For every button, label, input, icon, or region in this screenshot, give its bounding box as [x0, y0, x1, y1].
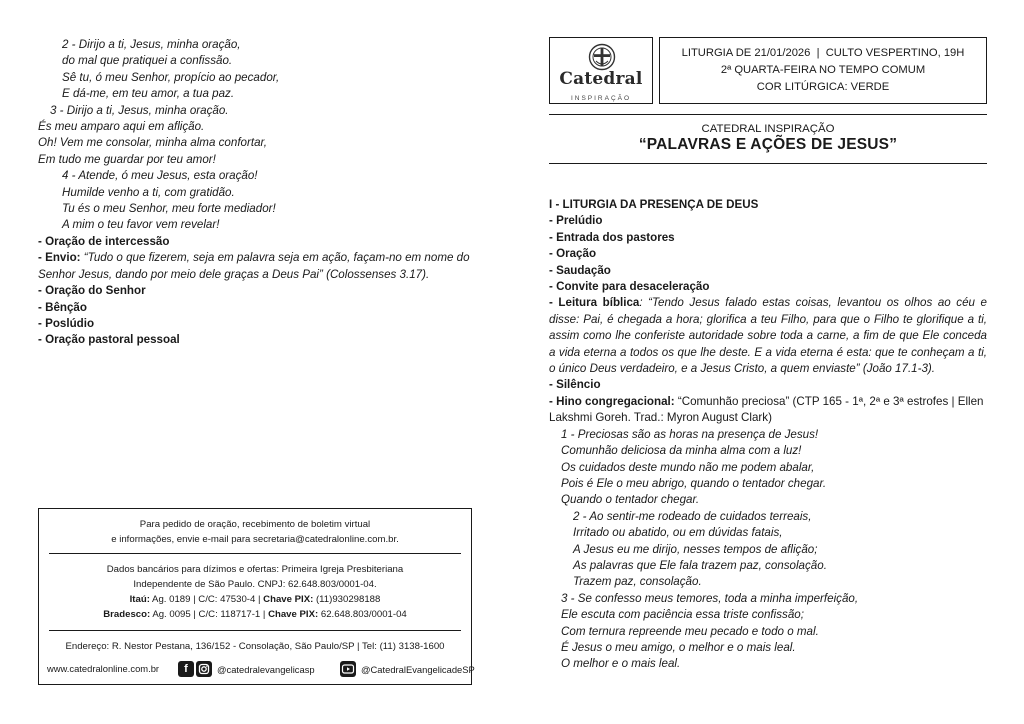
hymn-item: [549, 394, 987, 427]
lyric-line: O melhor e o mais leal.: [561, 657, 681, 671]
silence-item: - Silêncio: [549, 378, 601, 392]
lyric-line: 4 - Atende, ó meu Jesus, esta oração!: [62, 169, 258, 183]
divider: [549, 163, 987, 164]
lyric-line: Humilde venho a ti, com gratidão.: [62, 185, 235, 199]
prayer-item: - Oração: [549, 247, 597, 261]
lords-prayer-item: - Oração do Senhor: [38, 284, 146, 298]
greeting-item: - Saudação: [549, 263, 611, 277]
liturgy-date-line: LITURGIA DE 21/01/2026 | CULTO VESPERTINO, 19H: [681, 47, 965, 59]
hymn-label: - Hino congregacional:: [549, 394, 675, 408]
hymn-info: “Comunhão preciosa” (CTP 165 - 1ª, 2ª e 3ª estrofes | Ellen Lakshmi Goreh. Trad.: Myron August Clark): [549, 394, 984, 425]
lyric-line: Com ternura repreende meu pecado e todo o mal.: [561, 624, 819, 638]
lyric-line: 3 - Se confesso meus temores, toda a minha imperfeição,: [561, 591, 859, 605]
divider: [49, 630, 461, 631]
lyric-line: Em tudo me guardar por teu amor!: [38, 152, 216, 166]
bulletin-header: [549, 37, 987, 104]
prayer-request-info: [49, 517, 461, 547]
youtube-handle: @CatedralEvangelicadeSP: [361, 663, 475, 675]
liturgy-info-box: [659, 37, 987, 104]
left-page-content: [38, 37, 478, 349]
lyric-line: Comunhão deliciosa da minha alma com a luz!: [561, 444, 802, 458]
lyric-line: Tu és o meu Senhor, meu forte mediador!: [62, 202, 276, 216]
instagram-icon[interactable]: [196, 661, 212, 677]
church-logo: [549, 37, 653, 104]
info-box: [38, 508, 475, 685]
logo-name: Catedral: [559, 69, 643, 89]
divider: [549, 114, 987, 115]
liturgy-color-line: COR LITÚRGICA: VERDE: [756, 81, 890, 93]
hymn-lyrics: [549, 427, 987, 673]
lyric-line: do mal que pratiquei a confissão.: [62, 54, 233, 68]
youtube-icon[interactable]: [340, 661, 356, 677]
contact-footer: [47, 661, 475, 679]
church-name: CATEDRAL INSPIRAÇÃO: [701, 123, 835, 135]
bible-reading-item: [549, 295, 987, 377]
lyric-line: As palavras que Ele fala trazem paz, consolação.: [573, 558, 827, 572]
prelude-item: - Prelúdio: [549, 214, 603, 228]
lyric-line: Trazem paz, consolação.: [573, 575, 702, 589]
logo-subtitle: INSPIRAÇÃO: [570, 95, 632, 102]
social-handle: @catedralevangelicasp: [217, 663, 315, 675]
lyric-line: A Jesus eu me dirijo, nesses tempos de aflição;: [573, 542, 818, 556]
lyric-line: Ele escuta com paciência essa triste confissão;: [561, 608, 804, 622]
lyric-line: Irritado ou abatido, ou em dúvidas fatais,: [573, 526, 783, 540]
section-title: I - LITURGIA DA PRESENÇA DE DEUS: [549, 198, 759, 211]
lyric-line: Oh! Vem me consolar, minha alma confortar,: [38, 136, 267, 150]
envio-item: [38, 250, 478, 283]
bank-line-1: Dados bancários para dízimos e ofertas: Primeira Igreja Presbiteriana: [106, 564, 404, 575]
cross-emblem-icon: [588, 43, 616, 71]
lyric-line: É Jesus o meu amigo, o melhor e o mais leal.: [561, 640, 796, 654]
blessing-item: - Bênção: [38, 300, 87, 314]
lyric-line: 3 - Dirijo a ti, Jesus, minha oração.: [50, 103, 229, 117]
envio-label: - Envio:: [38, 251, 81, 265]
lyric-line: Quando o tentador chegar.: [561, 493, 700, 507]
facebook-icon[interactable]: f: [178, 661, 194, 677]
right-page-content: [549, 197, 987, 673]
lyric-line: Os cuidados deste mundo não me podem abalar,: [561, 460, 815, 474]
slowdown-invite-item: - Convite para desaceleração: [549, 280, 710, 294]
bible-reading-label: - Leitura bíblica: [549, 296, 640, 310]
lyric-line: E dá-me, em teu amor, a tua paz.: [62, 87, 235, 101]
website-link[interactable]: www.catedralonline.com.br: [47, 663, 160, 674]
prayer-line-1: Para pedido de oração, recebimento de boletim virtual: [139, 519, 371, 530]
divider: [49, 553, 461, 554]
lyric-line: Sê tu, ó meu Senhor, propício ao pecador,: [62, 70, 280, 84]
hymn-continued: [38, 37, 478, 234]
youtube-link[interactable]: [340, 661, 475, 677]
bible-reading-text: : “Tendo Jesus falado estas coisas, levantou os olhos ao céu e disse: Pai, é chegada a hora; glorifica a teu Filho, para que o Filho te glorifique a ti, assim como lhe conferiste autoridade sobre toda a carne, a fim de que Ele conceda a vida eterna a todos os que lhe deste. E a vida eterna é esta: que te conheçam a ti, o único Deus verdadeiro, e a Jesus Cristo, a quem enviaste” (João 17.1-3).: [549, 296, 987, 376]
lyric-line: A mim o teu favor vem revelar!: [62, 218, 220, 232]
lyric-line: 2 - Dirijo a ti, Jesus, minha oração,: [62, 38, 241, 51]
social-links[interactable]: [178, 661, 315, 677]
lyric-line: És meu amparo aqui em aflição.: [38, 120, 205, 134]
bank-line-2: Independente de São Paulo. CNPJ: 62.648.803/0001-04.: [133, 579, 377, 590]
prayer-line-2: e informações, envie e-mail para secretaria@catedralonline.com.br.: [111, 534, 399, 545]
lyric-line: 1 - Preciosas são as horas na presença de Jesus!: [561, 427, 819, 441]
pastors-entrance-item: - Entrada dos pastores: [549, 230, 675, 244]
sermon-title: “PALAVRAS E AÇÕES DE JESUS”: [638, 136, 898, 153]
address-line: Endereço: R. Nestor Pestana, 136/152 - Consolação, São Paulo/SP | Tel: (11) 3138-1600: [65, 641, 445, 652]
lyric-line: 2 - Ao sentir-me rodeado de cuidados terreais,: [573, 509, 812, 523]
intercession-item: - Oração de intercessão: [38, 234, 170, 248]
lyric-line: Pois é Ele o meu abrigo, quando o tentador chegar.: [561, 476, 827, 490]
bradesco-line: Bradesco: Ag. 0095 | C/C: 118717-1 | Chave PIX: 62.648.803/0001-04: [103, 609, 407, 620]
postlude-item: - Poslúdio: [38, 316, 95, 330]
envio-text: “Tudo o que fizerem, seja em palavra seja em ação, façam-no em nome do Senhor Jesus, dando por meio dele graças a Deus Pai” (Colossenses 3.17).: [38, 251, 470, 281]
itau-line: Itaú: Ag. 0189 | C/C: 47530-4 | Chave PIX: (11)930298188: [129, 594, 381, 605]
bank-info: [49, 562, 461, 622]
liturgy-season-line: 2ª QUARTA-FEIRA NO TEMPO COMUM: [720, 64, 926, 76]
personal-prayer-item: - Oração pastoral pessoal: [38, 333, 180, 347]
